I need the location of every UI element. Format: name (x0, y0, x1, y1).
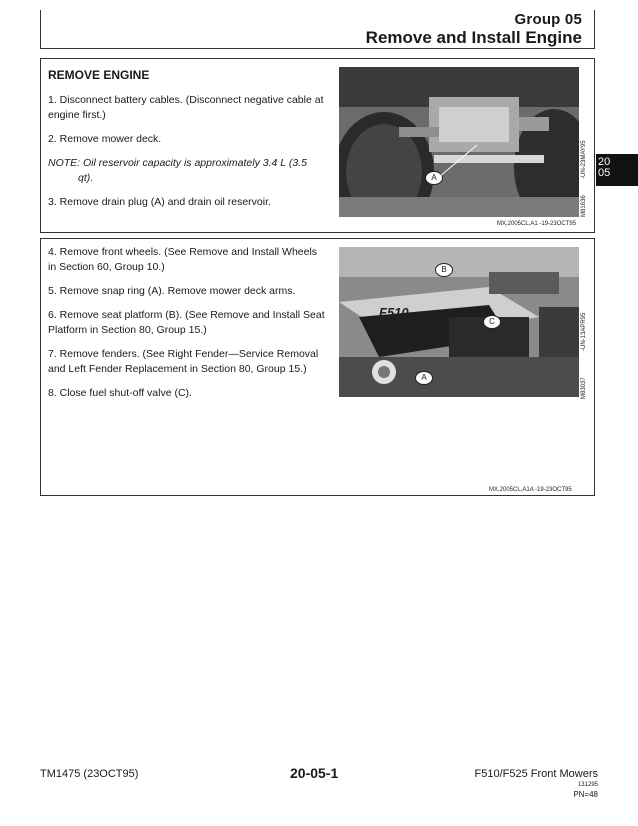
section-heading: REMOVE ENGINE (48, 68, 150, 82)
engine-underside-photo (339, 67, 579, 217)
footer-manual-id: TM1475 (23OCT95) (40, 768, 139, 780)
callout-a-leader (439, 143, 479, 179)
figure-2-reference: MX,2005CL,A1A -19-23OCT95 (489, 487, 572, 493)
step-1: 1. Disconnect battery cables. (Disconnect negative cable at engine first.) (48, 94, 324, 121)
figure-1-reference: MX,2005CL,A1 -19-23OCT95 (497, 221, 577, 227)
footer-date-code: 131295 (577, 782, 598, 788)
footer-product: F510/F525 Front Mowers (474, 768, 598, 780)
remove-engine-section (40, 58, 595, 233)
note (48, 156, 328, 186)
callout-a: A (425, 171, 443, 185)
header-bottom-rule (40, 48, 595, 49)
step-7: 7. Remove fenders. (See Right Fender—Service Removal and Left Fender Replacement in Section 80, Group 15.) (48, 348, 319, 375)
group-label: Group 05 (514, 11, 582, 28)
note-text: Oil reservoir capacity is approximately 3.4 L (3.5 (83, 157, 307, 169)
figure-2-id: M83037 (581, 377, 587, 399)
callout-b: B (435, 263, 453, 277)
step-5: 5. Remove snap ring (A). Remove mower deck arms. (48, 285, 296, 297)
step-2: 2. Remove mower deck. (48, 133, 162, 145)
step-3: 3. Remove drain plug (A) and drain oil reservoir. (48, 196, 271, 208)
step-6: 6. Remove seat platform (B). (See Remove and Install Seat Platform in Section 80, Group 15.) (48, 309, 325, 336)
instructions-column (48, 59, 328, 219)
footer-page-number: 20-05-1 (290, 765, 339, 781)
figure-2-date: -UN-13APR95 (581, 312, 587, 351)
figure-1-date: -UN-23MAY95 (581, 140, 587, 179)
note-prefix: NOTE: (48, 157, 81, 169)
mower-side-photo (339, 247, 579, 397)
step-8: 8. Close fuel shut-off valve (C). (48, 387, 192, 399)
step-4: 4. Remove front wheels. (See Remove and Install Wheels in Section 60, Group 10.) (48, 246, 318, 273)
callout-c: C (483, 315, 501, 329)
header-right-rule (594, 10, 595, 48)
note-continuation: qt). (78, 172, 94, 184)
page-title: Remove and Install Engine (365, 28, 582, 47)
callout-a: A (415, 371, 433, 385)
figure-1-id: M81636 (581, 195, 587, 217)
instructions-column (48, 245, 328, 410)
header-left-rule (40, 10, 41, 48)
section-tab-number: 20 (598, 156, 611, 168)
disassembly-steps-section (40, 238, 595, 496)
group-tab-number: 05 (598, 167, 611, 179)
model-badge: F510 (379, 305, 409, 320)
section-tab (596, 154, 638, 186)
footer-pn: PN=48 (573, 790, 598, 799)
